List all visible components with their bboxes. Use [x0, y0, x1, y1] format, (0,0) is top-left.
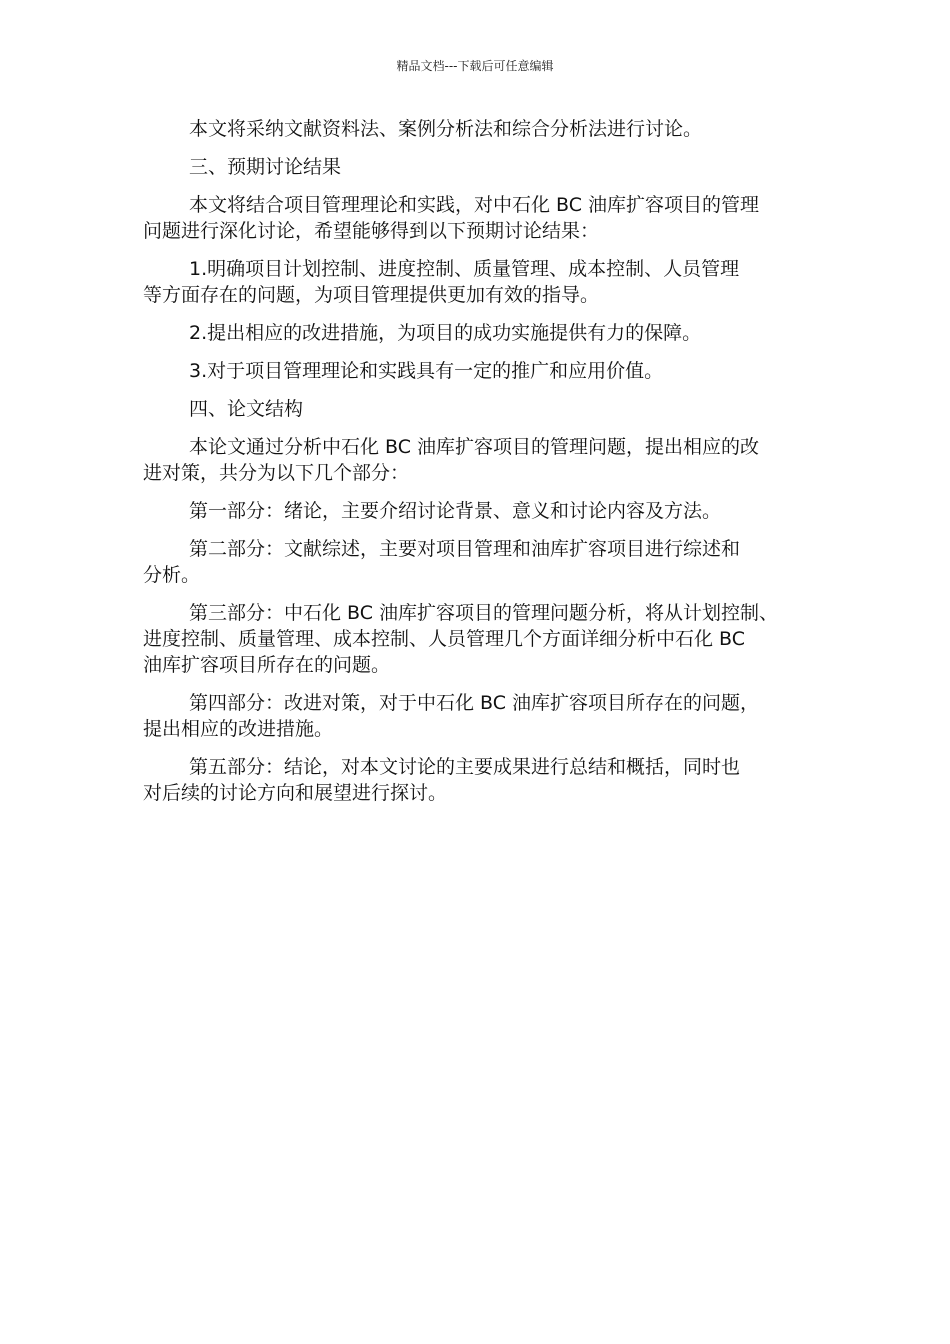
paragraph-line: 3.对于项目管理理论和实践具有一定的推广和应用价值。 — [189, 360, 664, 382]
paragraph-line: 第四部分：改进对策，对于中石化 BC 油库扩容项目所存在的问题， — [189, 692, 760, 714]
page-header: 精品文档---下载后可任意编辑 — [396, 59, 554, 73]
heading-text: 三、预期讨论结果 — [189, 156, 342, 178]
paragraph-line: 2.提出相应的改进措施，为项目的成功实施提供有力的保障。 — [189, 322, 702, 344]
paragraph-line: 提出相应的改进措施。 — [143, 718, 334, 740]
section-heading-expected-results — [143, 154, 823, 180]
paragraph-line: 问题进行深化讨论，希望能够得到以下预期讨论结果： — [143, 220, 600, 242]
paragraph-line: 分析。 — [143, 564, 201, 586]
paragraph-part-5 — [143, 754, 823, 806]
paragraph-line: 第三部分：中石化 BC 油库扩容项目的管理问题分析，将从计划控制、 — [189, 602, 779, 624]
paragraph-line: 本文将结合项目管理理论和实践，对中石化 BC 油库扩容项目的管理 — [189, 194, 760, 216]
paragraph-line: 对后续的讨论方向和展望进行探讨。 — [143, 782, 448, 804]
paragraph-line: 本文将采纳文献资料法、案例分析法和综合分析法进行讨论。 — [189, 118, 703, 140]
paragraph-part-3 — [143, 600, 823, 678]
paragraph-line: 进对策，共分为以下几个部分： — [143, 462, 410, 484]
paragraph-line: 第五部分：结论，对本文讨论的主要成果进行总结和概括，同时也 — [189, 756, 741, 778]
section-heading-structure — [143, 396, 823, 422]
heading-text: 四、论文结构 — [189, 398, 304, 420]
paragraph-part-1 — [143, 498, 823, 524]
paragraph-result-2 — [143, 320, 823, 346]
paragraph-result-3 — [143, 358, 823, 384]
paragraph-part-2 — [143, 536, 823, 588]
paragraph-method — [143, 116, 823, 142]
paragraph-line: 油库扩容项目所存在的问题。 — [143, 654, 391, 676]
paragraph-part-4 — [143, 690, 823, 742]
paragraph-line: 等方面存在的问题，为项目管理提供更加有效的指导。 — [143, 284, 600, 306]
paragraph-line: 第一部分：绪论，主要介绍讨论背景、意义和讨论内容及方法。 — [189, 500, 722, 522]
paragraph-line: 第二部分：文献综述，主要对项目管理和油库扩容项目进行综述和 — [189, 538, 741, 560]
document-body — [143, 116, 823, 818]
paragraph-expected-intro — [143, 192, 823, 244]
paragraph-line: 进度控制、质量管理、成本控制、人员管理几个方面详细分析中石化 BC — [143, 628, 746, 650]
paragraph-line: 1.明确项目计划控制、进度控制、质量管理、成本控制、人员管理 — [189, 258, 740, 280]
paragraph-result-1 — [143, 256, 823, 308]
paragraph-structure-intro — [143, 434, 823, 486]
paragraph-line: 本论文通过分析中石化 BC 油库扩容项目的管理问题，提出相应的改 — [189, 436, 760, 458]
